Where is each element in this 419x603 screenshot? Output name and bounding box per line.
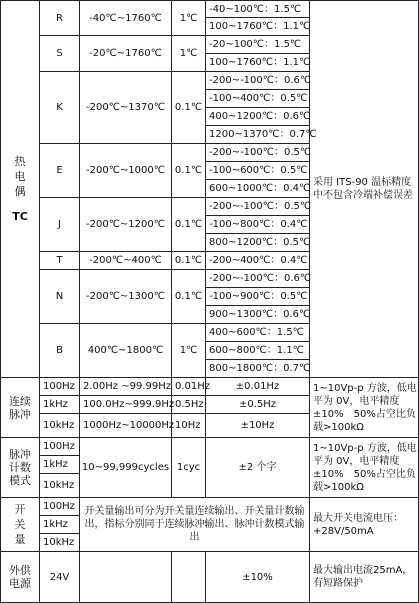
pulse-band-2: 1kHz [40, 396, 80, 414]
tc-type-s-name: S [40, 36, 80, 72]
switch-description: 开关量输出可分为开关量连续输出、开关量计数输出，指标分别同于连续脉冲输出、脉冲计数模式输出 [80, 498, 310, 552]
tc-group-code: TC [12, 210, 28, 223]
pulse-accuracy-3: ±10Hz [206, 414, 310, 438]
tc-type-s-accuracy-1: -20~100℃：1.5℃ [206, 36, 310, 54]
count-band-3: 10kHz [40, 474, 80, 498]
external-supply-note: 最大输出电流25mA，有短路保护 [310, 552, 419, 603]
tc-type-e-name: E [40, 144, 80, 198]
pulse-count-label: 脉冲计数模式 [0, 438, 40, 498]
tc-type-j-accuracy-1: -200~-100℃：0.5℃ [206, 198, 310, 216]
switch-note: 最大开关电流电压：+28V/50mA [310, 498, 419, 552]
tc-type-r-range: -40℃~1760℃ [80, 0, 172, 36]
tc-type-r-accuracy-2: 100~1760℃：1.1℃ [206, 18, 310, 36]
pulse-count-note: 1~10Vp-p 方波，低电平为 0V，电平精度±10% 50%占空比负载>100kΩ [310, 438, 419, 498]
tc-type-r-accuracy-1: -40~100℃：1.5℃ [206, 0, 310, 18]
tc-group-label: 热 电 偶 TC [0, 0, 40, 378]
tc-type-t-resolution: 0.1℃ [172, 252, 206, 270]
external-supply-range [80, 552, 172, 603]
pulse-band-1: 100Hz [40, 378, 80, 396]
tc-type-n-accuracy-1: -200~-100℃：0.6℃ [206, 270, 310, 288]
pulse-range-1: 2.00Hz ~99.99Hz [80, 378, 172, 396]
external-supply-voltage: 24V [40, 552, 80, 603]
pulse-accuracy-2: ±0.5Hz [206, 396, 310, 414]
switch-band-2: 1kHz [40, 516, 80, 534]
tc-type-s-accuracy-2: 100~1760℃：1.1℃ [206, 54, 310, 72]
tc-type-j-name: J [40, 198, 80, 252]
external-supply-accuracy: ±10% [206, 552, 310, 603]
count-accuracy: ±2 个字 [206, 438, 310, 498]
continuous-pulse-note: 1~10Vp-p 方波，低电平为 0V，电平精度±10% 50%占空比负载>100kΩ [310, 378, 419, 438]
tc-type-n-range: -200℃~1300℃ [80, 270, 172, 324]
switch-band-1: 100Hz [40, 498, 80, 516]
pulse-resolution-3: 10Hz [172, 414, 206, 438]
tc-type-n-resolution: 0.1℃ [172, 270, 206, 324]
tc-type-j-range: -200℃~1200℃ [80, 198, 172, 252]
switch-band-3: 10kHz [40, 534, 80, 552]
count-range: 10~99,999cycles [80, 438, 172, 498]
external-supply-label: 外供电源 [0, 552, 40, 603]
tc-type-n-accuracy-2: -100~900℃：0.5℃ [206, 288, 310, 306]
count-resolution: 1cyc [172, 438, 206, 498]
pulse-resolution-1: 0.01Hz [172, 378, 206, 396]
tc-type-j-accuracy-2: -100~800℃：0.4℃ [206, 216, 310, 234]
tc-type-k-accuracy-2: -100~400℃：0.5℃ [206, 90, 310, 108]
tc-type-s-resolution: 1℃ [172, 36, 206, 72]
tc-type-r-name: R [40, 0, 80, 36]
tc-type-b-accuracy-2: 600~800℃：1.1℃ [206, 342, 310, 360]
tc-type-s-range: -20℃~1760℃ [80, 36, 172, 72]
switch-label: 开 关 量 [0, 498, 40, 552]
pulse-accuracy-1: ±0.01Hz [206, 378, 310, 396]
tc-type-j-resolution: 0.1℃ [172, 198, 206, 252]
tc-note: 采用 ITS-90 温标精度中不包含冷端补偿误差 [310, 0, 419, 378]
count-band-2: 1kHz [40, 456, 80, 474]
tc-type-b-accuracy-3: 800~1800℃：0.7℃ [206, 360, 310, 378]
tc-type-b-accuracy-1: 400~600℃：1.5℃ [206, 324, 310, 342]
tc-type-k-accuracy-3: 400~1200℃：0.6℃ [206, 108, 310, 126]
tc-type-t-range: -200℃~400℃ [80, 252, 172, 270]
pulse-range-3: 1000Hz~10000Hz [80, 414, 172, 438]
tc-type-e-accuracy-1: -200~-100℃：0.5℃ [206, 144, 310, 162]
tc-type-b-resolution: 1℃ [172, 324, 206, 378]
tc-type-e-range: -200℃~1000℃ [80, 144, 172, 198]
tc-type-k-name: K [40, 72, 80, 144]
tc-type-e-accuracy-3: 600~1000℃：0.4℃ [206, 180, 310, 198]
tc-type-n-accuracy-3: 900~1300℃：0.6℃ [206, 306, 310, 324]
tc-type-k-accuracy-4: 1200~1370℃：0.7℃ [206, 126, 310, 144]
tc-type-t-name: T [40, 252, 80, 270]
tc-type-e-accuracy-2: -100~600℃：0.5℃ [206, 162, 310, 180]
tc-type-k-accuracy-1: -200~-100℃：0.6℃ [206, 72, 310, 90]
external-supply-resolution [172, 552, 206, 603]
tc-type-r-resolution: 1℃ [172, 0, 206, 36]
tc-type-k-resolution: 0.1℃ [172, 72, 206, 144]
count-band-1: 100Hz [40, 438, 80, 456]
pulse-resolution-2: 0.5Hz [172, 396, 206, 414]
pulse-range-2: 100.0Hz~999.9Hz [80, 396, 172, 414]
tc-type-k-range: -200℃~1370℃ [80, 72, 172, 144]
continuous-pulse-label: 连续脉冲 [0, 378, 40, 438]
pulse-band-3: 10kHz [40, 414, 80, 438]
tc-type-b-range: 400℃~1800℃ [80, 324, 172, 378]
tc-type-j-accuracy-3: 800~1200℃：0.5℃ [206, 234, 310, 252]
tc-type-b-name: B [40, 324, 80, 378]
tc-type-t-accuracy-1: -200~400℃：0.4℃ [206, 252, 310, 270]
tc-type-e-resolution: 0.1℃ [172, 144, 206, 198]
tc-type-n-name: N [40, 270, 80, 324]
